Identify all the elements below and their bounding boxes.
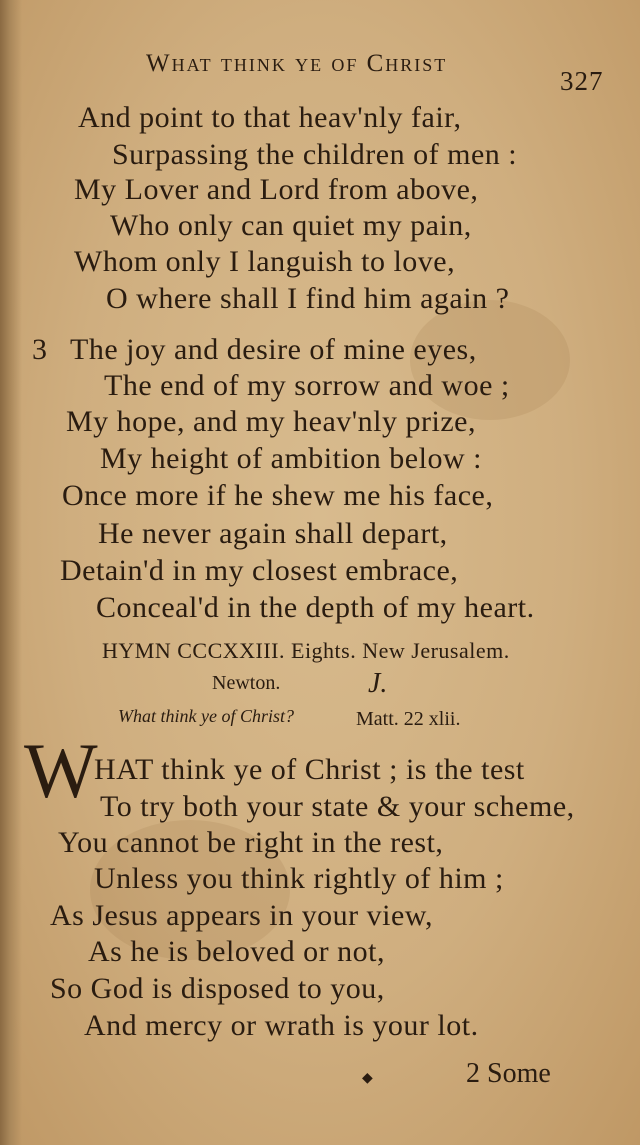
verse-line: My height of ambition below :	[100, 442, 482, 475]
verse-line: My Lover and Lord from above,	[74, 173, 479, 206]
verse-line: As Jesus appears in your view,	[50, 899, 433, 932]
verse-line: Surpassing the children of men :	[112, 138, 518, 171]
verse-line: Unless you think rightly of him ;	[94, 862, 504, 895]
verse-line: He never again shall depart,	[98, 517, 448, 550]
hymn-heading: HYMN CCCXXIII. Eights. New Jerusalem.	[102, 638, 510, 663]
spine-shadow	[0, 0, 22, 1145]
verse-line: Whom only I languish to love,	[74, 245, 456, 278]
verse-line: Conceal'd in the depth of my heart.	[96, 591, 535, 624]
hymn-subject: What think ye of Christ?	[118, 706, 294, 726]
verse-line: You cannot be right in the rest,	[58, 826, 444, 859]
verse-line: And mercy or wrath is your lot.	[84, 1009, 479, 1042]
stanza-number: 3	[32, 333, 47, 366]
verse-line: The end of my sorrow and woe ;	[104, 369, 510, 402]
verse-line: O where shall I find him again ?	[106, 282, 510, 315]
drop-cap: W	[24, 727, 98, 814]
verse-line: HAT think ye of Christ ; is the test	[94, 753, 525, 786]
verse-line: To try both your state & your scheme,	[100, 790, 575, 823]
verse-line: As he is beloved or not,	[88, 935, 385, 968]
hymn-author: Newton.	[212, 672, 281, 694]
catchword: 2 Some	[466, 1058, 551, 1089]
hymn-initial-mark: J.	[368, 668, 388, 699]
running-title: What think ye of Christ	[146, 50, 448, 77]
verse-line: Detain'd in my closest embrace,	[60, 554, 459, 587]
verse-line: Who only can quiet my pain,	[110, 209, 472, 242]
verse-line: Once more if he shew me his face,	[62, 479, 494, 512]
verse-line: So God is disposed to you,	[50, 972, 385, 1005]
ink-mark-icon: ◆	[362, 1070, 373, 1086]
page-number: 327	[560, 66, 604, 96]
scripture-reference: Matt. 22 xlii.	[356, 708, 461, 730]
verse-line: The joy and desire of mine eyes,	[70, 333, 477, 366]
verse-line: And point to that heav'nly fair,	[78, 101, 462, 134]
verse-line: My hope, and my heav'nly prize,	[66, 405, 476, 438]
